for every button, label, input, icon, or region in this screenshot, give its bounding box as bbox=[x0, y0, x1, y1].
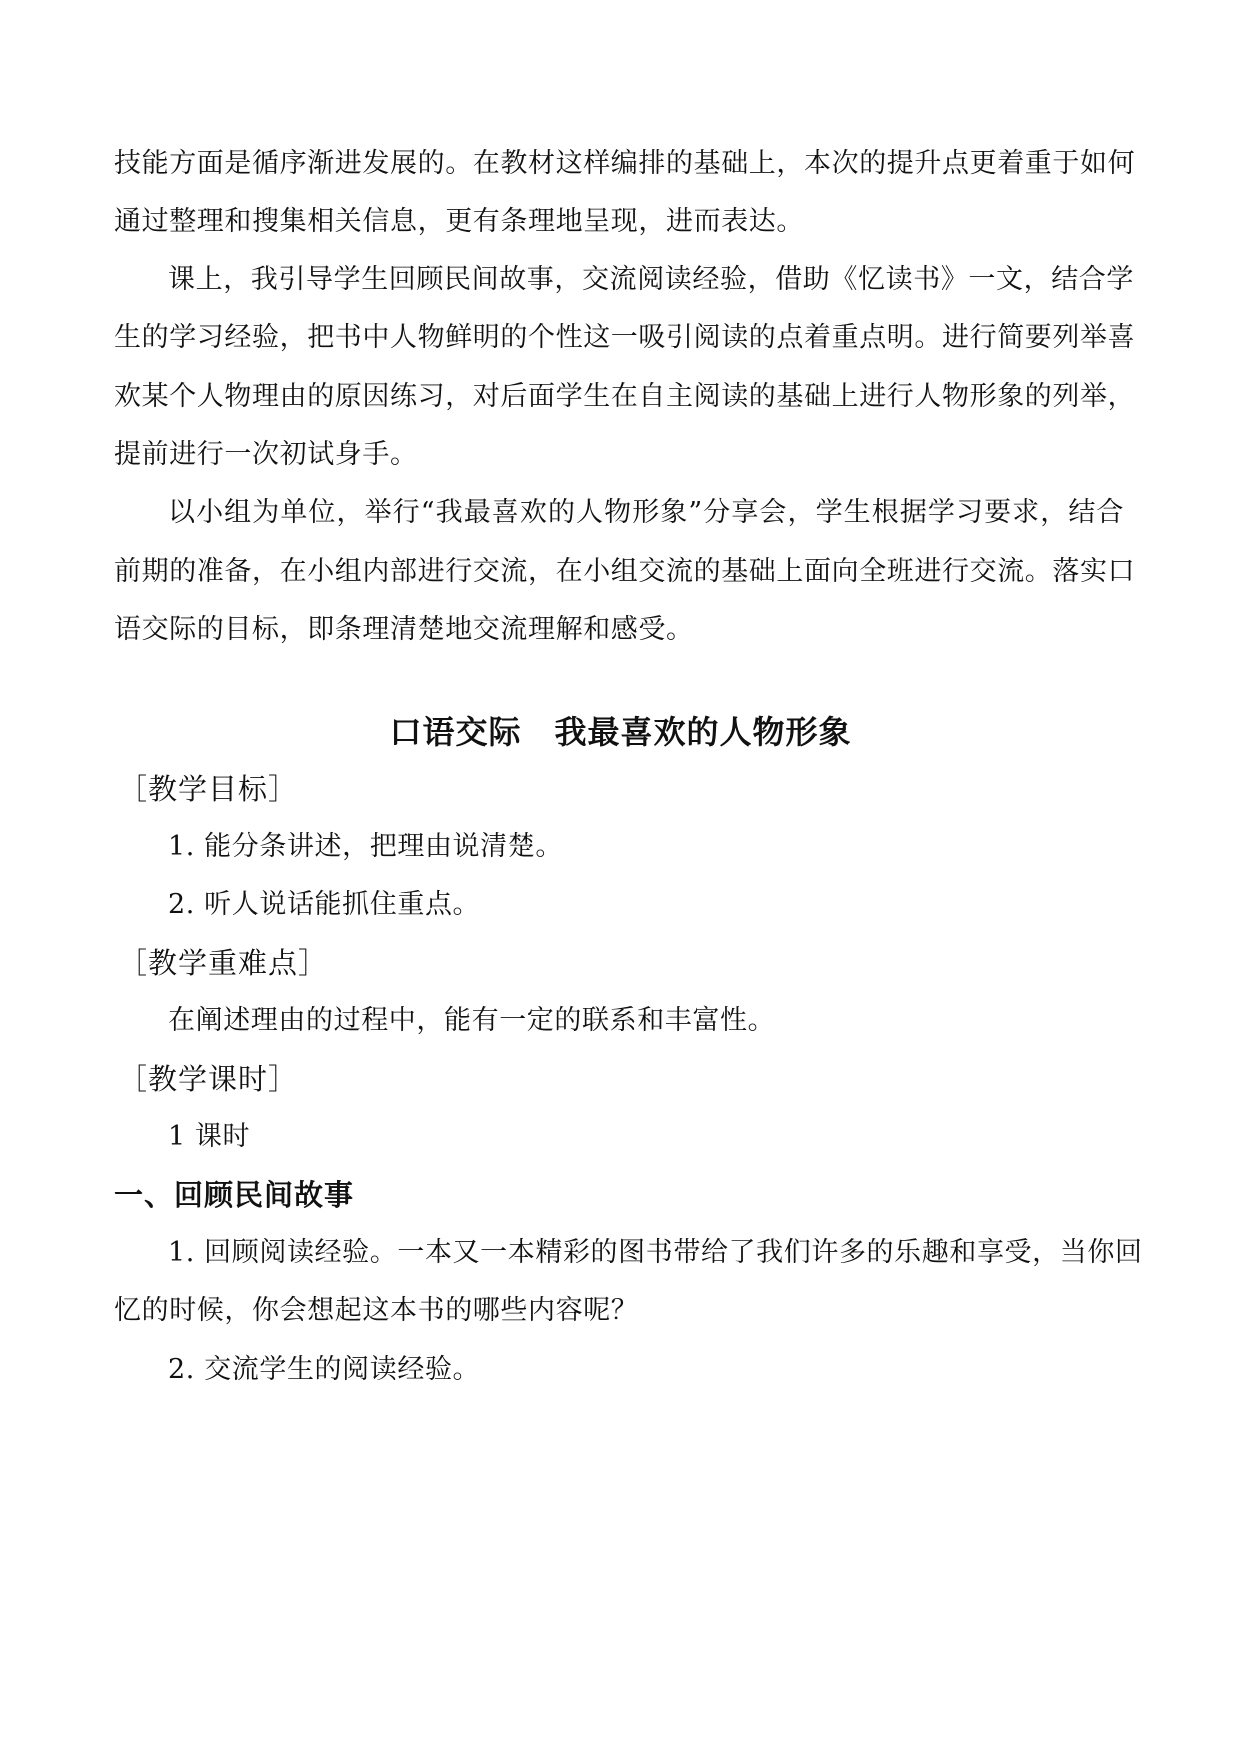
objectives-heading: ［教学目标］ bbox=[118, 772, 299, 806]
paragraph-line: 以小组为单位，举行“我最喜欢的人物形象”分享会，学生根据学习要求，结合 bbox=[168, 497, 1124, 528]
paragraph-line: 语交际的目标，即条理清楚地交流理解和感受。 bbox=[114, 614, 694, 645]
lesson-title: 口语交际 我最喜欢的人物形象 bbox=[389, 713, 852, 751]
paragraph-line: 前期的准备，在小组内部进行交流，在小组交流的基础上面向全班进行交流。落实口 bbox=[114, 556, 1136, 587]
hours-heading: ［教学课时］ bbox=[118, 1062, 299, 1096]
paragraph-line: 欢某个人物理由的原因练习，对后面学生在自主阅读的基础上进行人物形象的列举， bbox=[114, 381, 1136, 412]
paragraph-line: 通过整理和搜集相关信息，更有条理地呈现，进而表达。 bbox=[114, 206, 804, 237]
paragraph-line: 生的学习经验，把书中人物鲜明的个性这一吸引阅读的点着重点明。进行简要列举喜 bbox=[114, 322, 1136, 353]
key-points-text: 在阐述理由的过程中，能有一定的联系和丰富性。 bbox=[168, 1005, 776, 1036]
part1-heading: 一、回顾民间故事 bbox=[114, 1178, 355, 1212]
paragraph-line: 1. 回顾阅读经验。一本又一本精彩的图书带给了我们许多的乐趣和享受，当你回 bbox=[168, 1237, 1143, 1268]
objective-item: 2. 听人说话能抓住重点。 bbox=[168, 889, 481, 920]
objective-item: 1. 能分条讲述，把理由说清楚。 bbox=[168, 831, 563, 862]
paragraph-line: 技能方面是循序渐进发展的。在教材这样编排的基础上，本次的提升点更着重于如何 bbox=[114, 148, 1136, 179]
paragraph-line: 忆的时候，你会想起这本书的哪些内容呢？ bbox=[114, 1295, 639, 1326]
paragraph-line: 课上，我引导学生回顾民间故事，交流阅读经验，借助《忆读书》一文，结合学 bbox=[168, 264, 1134, 295]
hours-text: 1 课时 bbox=[168, 1121, 251, 1152]
key-points-heading: ［教学重难点］ bbox=[118, 946, 329, 980]
paragraph-line: 提前进行一次初试身手。 bbox=[114, 439, 418, 470]
part1-item2: 2. 交流学生的阅读经验。 bbox=[168, 1354, 481, 1385]
